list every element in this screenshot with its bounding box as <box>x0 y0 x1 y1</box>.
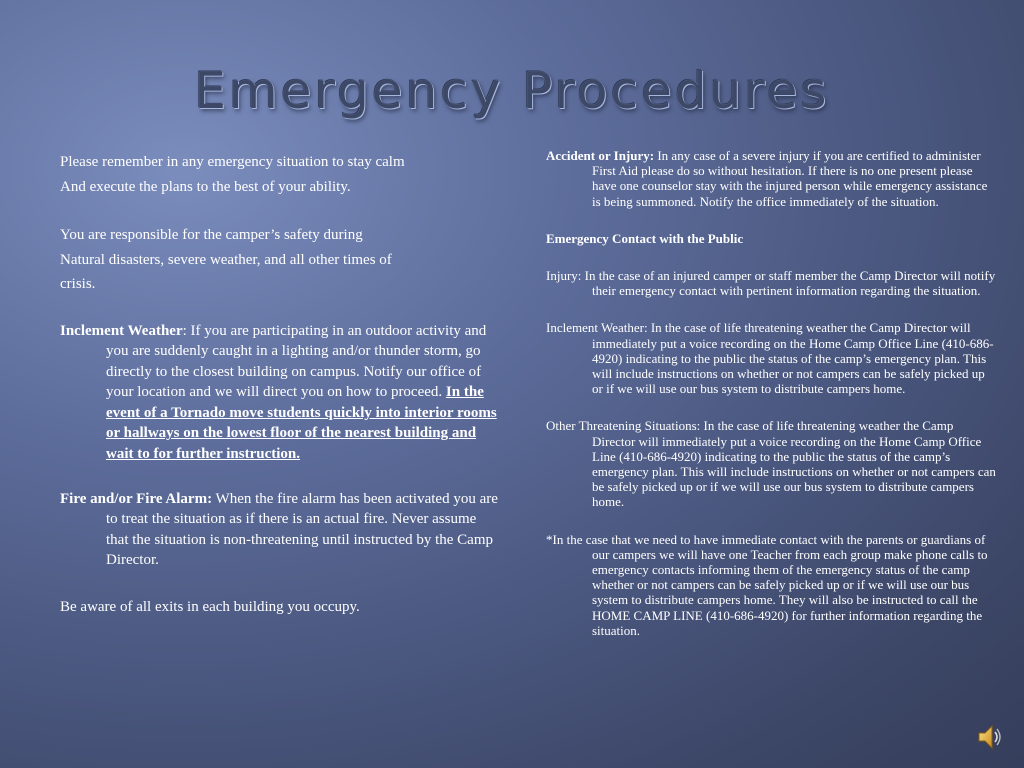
responsibility-line-2: Natural disasters, severe weather, and all other times of <box>60 251 392 268</box>
slide-title: Emergency Procedures <box>194 62 830 120</box>
accident-injury-paragraph <box>546 148 998 209</box>
accident-injury-label: Accident or Injury: <box>546 148 655 163</box>
other-threats-paragraph: Other Threatening Situations: In the case of life threatening weather the Camp Director will immediately put a voice recording on the Home Camp Office Line (410-686-4920) indicating to the public the status of the camp’s emergency plan. This will include instructions on whether or not campers can be safely picked up or if we will use our bus system to distribute campers home. <box>546 418 996 510</box>
tornado-instruction: In the event of a Tornado move students quickly into interior rooms or hallways on the lowest floor of the nearest building and wait to for further instruction. <box>106 384 497 463</box>
emergency-contact-heading: Emergency Contact with the Public <box>546 230 744 246</box>
intro-line-1: Please remember in any emergency situation to stay calm <box>60 154 405 170</box>
responsibility-line-3: crisis. <box>60 276 96 292</box>
inclement-weather-text: : If you are participating in an outdoor activity and you are suddenly caught in a lighting and/or thunder storm, go directly to the closest building on campus. Notify our office of your location and we will direct you on how to proceed. <box>106 322 487 401</box>
fire-alarm-label: Fire and/or Fire Alarm: <box>60 490 213 507</box>
immediate-contact-paragraph: *In the case that we need to have immediate contact with the parents or guardians of our campers we will have one Teacher from each group make phone calls to emergency contacts informing them of the emergency status of the camp whether or not campers can be safely picked up or if we will use our bus system to distribute campers home. They will also be instructed to call the HOME CAMP LINE (410-686-4920) for further information regarding the situation. <box>546 531 988 638</box>
right-column <box>546 148 998 638</box>
injury-contact-paragraph: Injury: In the case of an injured camper or staff member the Camp Director will notify their emergency contact with pertinent information regarding the situation. <box>546 268 996 299</box>
intro-line-2: And execute the plans to the best of your ability. <box>60 178 351 195</box>
speaker-icon[interactable] <box>977 722 1003 752</box>
fire-alarm-text: When the fire alarm has been activated you are to treat the situation as if there is an actual fire. Never assume that the situation is non-threatening until instructed by the Camp Director. <box>106 490 498 569</box>
speaker-icon-graphic <box>977 722 1003 752</box>
inclement-weather-label: Inclement Weather <box>60 322 183 339</box>
left-column <box>60 150 500 620</box>
inclement-weather-paragraph <box>60 321 500 465</box>
inclement-contact-paragraph: Inclement Weather: In the case of life threatening weather the Camp Director will immediately put a voice recording on the Home Camp Office Line (410-686-4920) indicating to the public the status of the camp’s emergency plan. This will include instructions on whether or not campers can be safely picked up or if we will use our bus system to distribute campers home. <box>546 320 994 397</box>
accident-injury-text: In any case of a severe injury if you are certified to administer First Aid please do so without hesitation. If there is no one present please have one counselor stay with the injured person while emergency assistance is being summoned. Notify the office immediately of the situation. <box>592 148 988 209</box>
exits-reminder: Be aware of all exits in each building you occupy. <box>60 599 360 616</box>
fire-alarm-paragraph <box>60 489 500 571</box>
responsibility-line-1: You are responsible for the camper’s safety during <box>60 227 363 243</box>
